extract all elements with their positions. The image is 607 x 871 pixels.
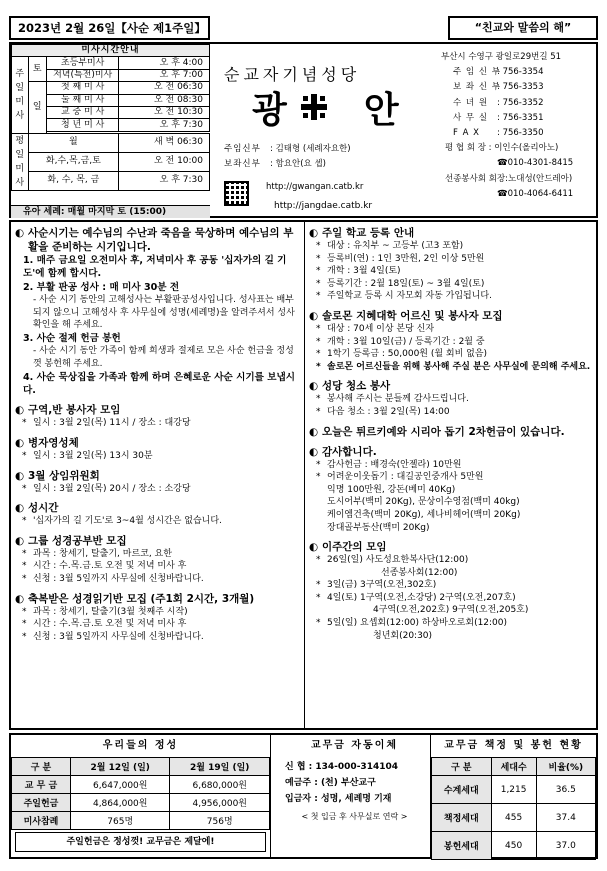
mass-time: 오 후 7:30 [119, 171, 210, 190]
mass-time: 오 전 10:00 [119, 152, 210, 171]
offering-summary [11, 735, 271, 857]
mass-day: 토 [28, 57, 47, 82]
mass-name: 화, 수, 목, 금 [28, 171, 119, 190]
weekday-mass-group: 평일미사 [12, 133, 29, 190]
church-name-right: 안 [363, 89, 405, 131]
dues-caption: 교무금 책정 및 봉헌 현황 [444, 740, 583, 751]
section-title: ◐ 이주간의 모임 [309, 540, 592, 554]
mass-name: 청 년 미 사 [47, 119, 119, 131]
mass-day: 일 [28, 82, 47, 134]
mass-name: 초등부미사 [47, 57, 119, 69]
notice-line: * 어려운이웃돕기 : 대길공인중개사 5만원 [309, 471, 592, 484]
notice-line: * 주일학교 등록 시 자모회 자동 가입됩니다. [309, 290, 592, 303]
notice-line: 2. 부활 판공 성사 : 매 미사 30분 전 [23, 281, 180, 293]
cleaning-section [309, 379, 592, 418]
notice-line: * 대상 : 유치부 ~ 고등부 (고3 포함) [309, 240, 592, 253]
section-title: ◐ 오늘은 튀르키예와 시리아 돕기 2차헌금이 있습니다. [309, 425, 592, 439]
notice-line: * 5일(일) 요셉회(12:00) 하상바오로회(12:00) [309, 617, 592, 630]
notice-line: * 일시 : 3월 2일(목) 20시 / 장소 : 소강당 [15, 483, 300, 496]
notices [9, 220, 598, 730]
notice-line: * 개학 : 3월 10일(금) / 등록기간 : 2월 중 [309, 336, 592, 349]
notice-line: * 신청 : 3월 5일까지 사무실에 신청바랍니다. [15, 573, 300, 586]
section-title: ◐ 성시간 [15, 501, 300, 515]
notice-line: * 3일(금) 3구역(오전,302호) [309, 579, 592, 592]
dues-status [431, 735, 596, 857]
table-row: 책정세대 455 37.4 [432, 804, 596, 832]
notice-line: - 사순 시기 동안의 고해성사는 부활판공성사입니다. 성사표는 배부되지 않으니 고해성사 후 사무실에 성명(세례명)을 알려주셔서 성사확인을 해 주세요. [33, 295, 295, 331]
contact-info [441, 44, 596, 202]
section-title: ◐ 성당 청소 봉사 [309, 379, 592, 393]
notice-line: * 과목 : 창세기, 탈출기, 마르코, 요한 [15, 548, 300, 561]
holy-hour-section [15, 501, 300, 528]
council-president: 평 협 회 장 : 이인수(올리아노) [445, 143, 559, 154]
notice-line: * 다음 청소 : 3월 2일(목) 14:00 [309, 406, 592, 419]
sunday-mass-group: 주일미사 [12, 57, 29, 133]
assistant-name: : 함요안(요 셉) [270, 159, 326, 169]
sunday-school-section [309, 226, 592, 303]
table-row: 봉헌세대 450 37.0 [432, 832, 596, 860]
relief-collection-section [309, 425, 592, 439]
notice-line: * 신청 : 3월 5일까지 사무실에 신청바랍니다. [15, 631, 300, 644]
table-row: 주일헌금 4,864,000원 4,956,000원 [12, 794, 270, 812]
notice-line: 장대골부동산(백미 20Kg) [327, 522, 430, 533]
infant-baptism-note: 유아 세례: 매월 마지막 토 (15:00) [11, 205, 210, 218]
sick-communion-section [15, 436, 300, 463]
section-title: ◐ 축복받은 성경읽기반 모집 (주1회 2시간, 3개월) [15, 592, 300, 606]
section-title: ◐ 그룹 성경공부반 모집 [15, 534, 300, 548]
header [9, 42, 598, 218]
notice-line: * 4일(토) 1구역(오전,소강당) 2구역(오전,207호) [309, 592, 592, 605]
offering-note: 주일헌금은 정성껏! 교무금은 제달에! [15, 832, 266, 852]
contact-row: 주 임 신 부: 756-3354 [453, 67, 544, 78]
qr-code-icon [224, 181, 249, 206]
bible-reading-section [15, 592, 300, 644]
mass-name: 월 [28, 133, 119, 152]
table-row: 미사참례 765명 756명 [12, 812, 270, 830]
notice-line: 도시어부(백미 20Kg), 문상이수영점(백미 40kg) [327, 497, 520, 508]
notice-line: * 개학 : 3월 4일(토) [309, 265, 592, 278]
notice-line: - 사순 시기 동안 가족이 함께 희생과 절제로 모은 사순 헌금을 정성껏 봉헌해 주세요. [33, 346, 294, 369]
church-name-left: 광 [252, 89, 293, 131]
notice-line: 4구역(오전,202호) 9구역(오전,205호) [373, 605, 529, 616]
church-cross-emblem-icon [299, 92, 329, 122]
solomon-college-section [309, 309, 592, 373]
account-holder: 예금주 : (천) 부산교구 [285, 778, 376, 788]
church-url[interactable]: http://gwangan.catb.kr [266, 182, 364, 192]
committee-section [15, 469, 300, 496]
church-subtitle: 순교자기념성당 [224, 65, 361, 84]
offering-caption: 우리들의 정성 [102, 740, 179, 751]
notice-line: * 시간 : 수.목.금.토 오전 및 저녁 미사 후 [15, 560, 300, 573]
notice-line: 3. 사순 절제 헌금 봉헌 [23, 333, 121, 344]
bank-caption: 교무금 자동이체 [310, 740, 399, 751]
depositor-rule: 입금자 : 성명, 세례명 기재 [285, 794, 392, 804]
notice-line: * 일시 : 3월 2일(목) 11시 / 장소 : 대강당 [15, 417, 300, 430]
mass-schedule-title: 미사시간안내 [12, 45, 210, 57]
lent-section [15, 226, 300, 397]
notice-line: * 과목 : 창세기, 탈출기(3월 첫째주 시작) [15, 606, 300, 619]
notices-right-column [305, 222, 596, 728]
bible-study-section [15, 534, 300, 586]
mass-time: 새 벽 06:30 [119, 133, 210, 152]
finance-footer [9, 733, 598, 859]
notice-line: * 감사헌금 : 배경숙(안젤라) 10만원 [309, 459, 592, 472]
contact-row: 보 좌 신 부: 756-3353 [453, 82, 544, 93]
meetings-section [309, 540, 592, 642]
church-address: 부산시 수영구 광일로29번길 51 [441, 52, 562, 62]
mass-time: 오 후 7:30 [119, 119, 210, 131]
mass-name: 둘 째 미 사 [47, 94, 119, 106]
notice-line: 케이엠건축(백미 20Kg), 세나비헤어(백미 20Kg) [327, 509, 521, 520]
mass-name: 첫 째 미 사 [47, 82, 119, 94]
issue-date: 2023년 2월 26일【사순 제1주일】 [9, 16, 210, 40]
offering-table: 구 분 2월 12일 (일) 2월 19일 (일) 교 무 금 6,647,000원 6,680,000원 주일헌금 4,864,000원 4,956,000원 미사참례 765명 756명 [11, 757, 270, 830]
section-title: ◐ 솔로몬 지혜대학 어르신 및 봉사자 모집 [309, 309, 592, 323]
notice-line: * 시간 : 수.목.금.토 오전 및 저녁 미사 후 [15, 618, 300, 631]
mass-schedule-table [11, 44, 210, 191]
notice-line: 4. 사순 묵상집을 가족과 함께 하며 은혜로운 사순 시기를 보냅시다. [23, 371, 296, 396]
notice-line: * 1학기 등록금 : 50,000원 (월 회비 없음) [309, 348, 592, 361]
mass-time: 오 전 10:30 [119, 106, 210, 118]
bank-account: 신 협 : 134-000-314104 [285, 762, 399, 772]
contact-row: 사 무 실 : 756-3351 [453, 112, 544, 123]
section-title: ◐ 주일 학교 등록 안내 [309, 226, 592, 240]
notice-line: * 솔로몬 어르신들을 위해 봉사해 주실 분은 사무실에 문의해 주세요. [309, 361, 592, 374]
mass-time: 오 전 08:30 [119, 94, 210, 106]
table-row: 수계세대 1,215 36.5 [432, 776, 596, 804]
mass-time: 오 후 4:00 [119, 57, 210, 69]
notice-line: * 대상 : 70세 이상 본당 신자 [309, 323, 592, 336]
notice-line: * 등록비(연) : 1인 3만원, 2인 이상 5만원 [309, 253, 592, 266]
contact-note: < 첫 입금 후 사무실로 연락 > [301, 812, 408, 821]
notice-line: * 26일(일) 사도성요한복사단(12:00) [309, 554, 592, 567]
contact-row: 수 녀 원 : 756-3352 [453, 97, 544, 108]
year-motto: “친교와 말씀의 해” [448, 16, 598, 40]
mass-time: 오 전 06:30 [119, 82, 210, 94]
notice-line: * 봉사해 주시는 분들께 감사드립니다. [309, 393, 592, 406]
section-title: ◐ 3월 상임위원회 [15, 469, 300, 483]
council-president-phone: ☎ 010-4301-8415 [441, 156, 596, 171]
top-bar [9, 16, 598, 40]
contact-row: F A X : 756-3350 [453, 128, 544, 139]
priest-list [224, 142, 351, 172]
notices-left-column [11, 222, 305, 728]
notice-line: 선종봉사회(12:00) [381, 567, 458, 578]
pastor-label: 주임신부 [224, 144, 261, 154]
mass-name: 저녁(특전)미사 [47, 69, 119, 81]
district-meeting-section [15, 403, 300, 430]
notice-line: 청년회(20:30) [373, 630, 433, 641]
section-title: ◐ 감사합니다. [309, 445, 592, 459]
notice-line: 1. 매주 금요일 오전미사 후, 저녁미사 후 공동 '십자가의 길 기도'에 함께 합시다. [23, 255, 287, 280]
notice-line: * 등록기간 : 2월 18일(토) ~ 3월 4일(토) [309, 278, 592, 291]
notice-line: * '십자가의 길 기도'로 3~4월 성시간은 없습니다. [15, 515, 300, 528]
notice-line: * 일시 : 3월 2일(목) 13시 30분 [15, 450, 300, 463]
funeral-chief-phone: ☎ 010-4064-6411 [441, 187, 596, 202]
mass-name: 화,수,목,금,토 [28, 152, 119, 171]
section-title: ◐ 사순시기는 예수님의 수난과 죽음을 묵상하며 예수님의 부활을 준비하는 시기입니다. [15, 226, 300, 254]
auto-transfer-info [271, 735, 431, 857]
section-title: ◐ 병자영성체 [15, 436, 300, 450]
pastor-name: : 김태형 (세례자요한) [270, 144, 351, 154]
dues-table: 구 분 세대수 비율(%) 수계세대 1,215 36.5 책정세대 455 37.4 봉헌세대 450 37.0 [431, 757, 596, 860]
mass-name: 교 중 미 사 [47, 106, 119, 118]
mass-time: 오 후 7:00 [119, 69, 210, 81]
table-row: 교 무 금 6,647,000원 6,680,000원 [12, 776, 270, 794]
funeral-chief: 선종봉사회 회장:노대성(안드레아) [445, 173, 573, 184]
church-url[interactable]: http://jangdae.catb.kr [274, 201, 373, 211]
notice-line: 익명 100만원, 강돈(베미 40Kg) [327, 484, 456, 495]
section-title: ◐ 구역,반 봉사자 모임 [15, 403, 300, 417]
thanks-section [309, 445, 592, 535]
church-block [214, 44, 436, 218]
assistant-label: 보좌신부 [224, 159, 261, 169]
